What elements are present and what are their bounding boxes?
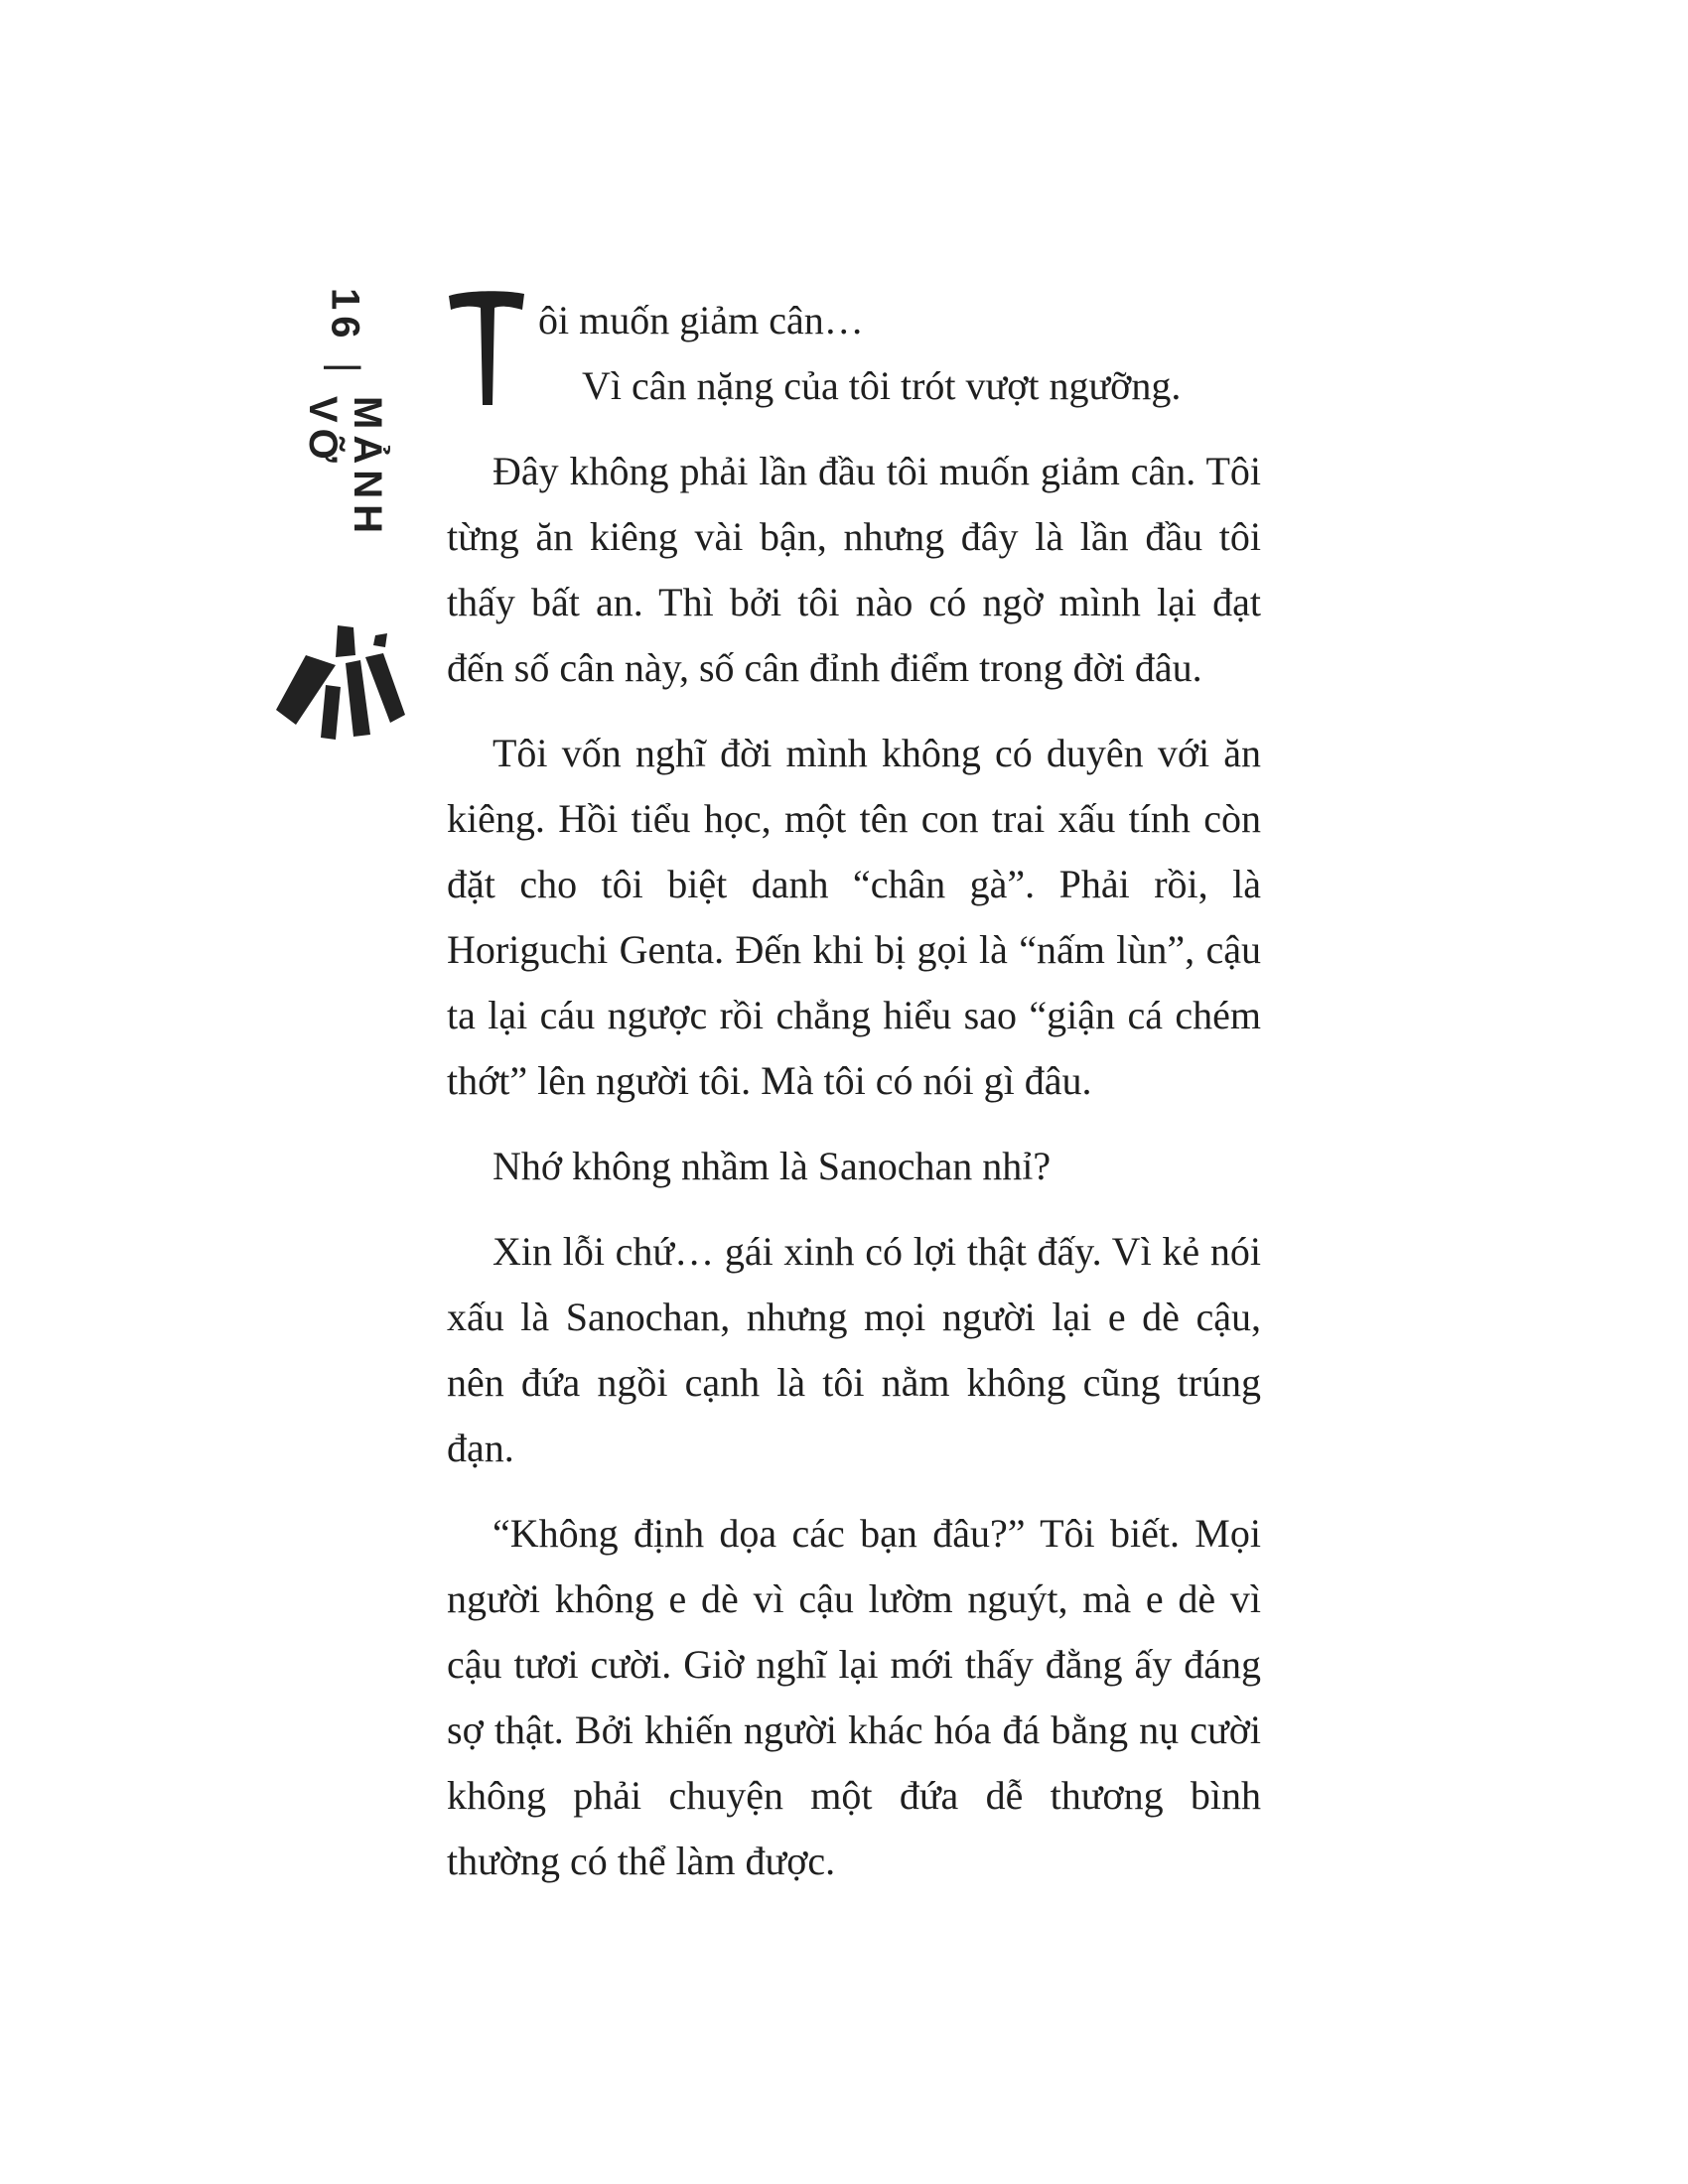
header-separator: |: [323, 361, 367, 378]
opening-paragraph: [447, 288, 1261, 419]
shattered-fragments-icon: [266, 615, 415, 745]
running-header-text: [301, 288, 389, 606]
chapter-body: [447, 288, 1261, 1914]
paragraph-1: Đây không phải lần đầu tôi muốn giảm cân. Tôi từng ăn kiêng vài bận, nhưng đây là lần đầu tôi thấy bất an. Thì bởi tôi nào có ngờ mình lại đạt đến số cân này, số cân đỉnh điểm trong đời đâu.: [447, 449, 1261, 690]
paragraph-3: Nhớ không nhầm là Sanochan nhỉ?: [492, 1144, 1052, 1188]
dropcap-letter: T: [487, 356, 489, 358]
opening-line: ôi muốn giảm cân…: [538, 298, 864, 342]
dropcap-t: [447, 288, 526, 407]
page-number: 16: [323, 288, 367, 344]
paragraph-5: “Không định dọa các bạn đâu?” Tôi biết. Mọi người không e dè vì cậu lườm nguýt, mà e dè vì cậu tươi cười. Giờ nghĩ lại mới thấy đằng ấy đáng sợ thật. Bởi khiến người khác hóa đá bằng nụ cười không phải chuyện một đứa dễ thương bình thường có thể làm được.: [447, 1511, 1261, 1883]
paragraph-2: Tôi vốn nghĩ đời mình không có duyên với ăn kiêng. Hồi tiểu học, một tên con trai xấu tính còn đặt cho tôi biệt danh “chân gà”. Phải rồi, là Horiguchi Genta. Đến khi bị gọi là “nấm lùn”, cậu ta lại cáu ngược rồi chẳng hiểu sao “giận cá chém thớt” lên người tôi. Mà tôi có nói gì đâu.: [447, 731, 1261, 1103]
paragraph-4: Xin lỗi chứ… gái xinh có lợi thật đấy. Vì kẻ nói xấu là Sanochan, nhưng mọi người lại e dè cậu, nên đứa ngồi cạnh là tôi nằm không cũng trúng đạn.: [447, 1229, 1261, 1470]
book-title: MẢNH VỠ: [301, 395, 389, 539]
second-line: Vì cân nặng của tôi trót vượt ngưỡng.: [582, 363, 1182, 408]
running-header: [266, 288, 415, 745]
